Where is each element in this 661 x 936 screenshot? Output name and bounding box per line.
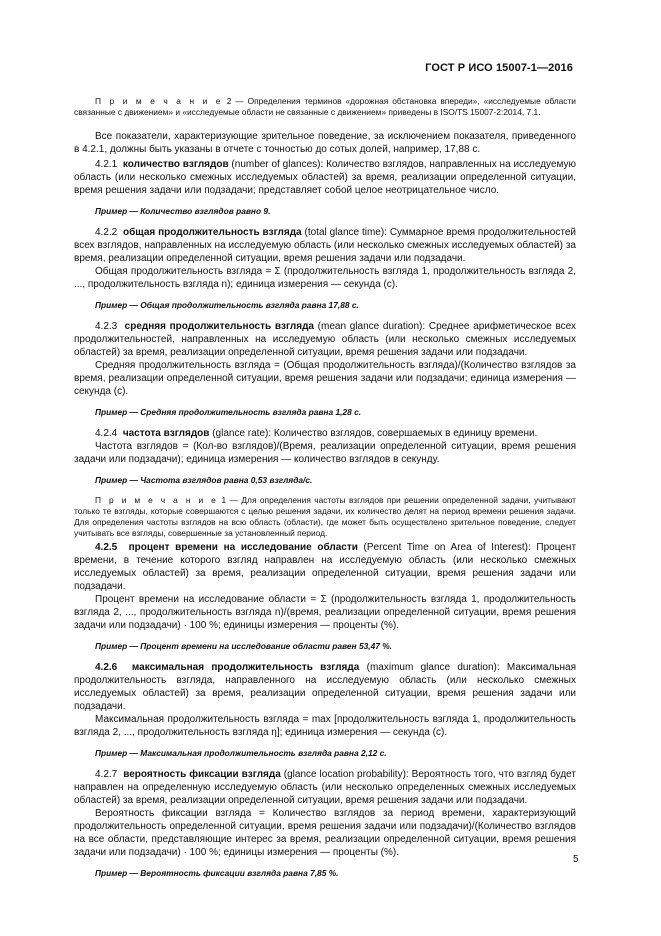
- example-4-2-1: Пример — Количество взглядов равно 9.: [95, 206, 271, 216]
- term-english: (mean glance duration):: [313, 321, 426, 332]
- note-text: 2 — Определения терминов «дорожная обстановка впереди», «исследуемые области связанные с движением» и «исследуемые области не связанные с движением» приведены в ISO/TS 15007-2:2014, 7.1.: [74, 96, 576, 117]
- term: процент времени на исследование области: [128, 542, 358, 553]
- term: общая продолжительность взгляда: [123, 227, 302, 238]
- section-number: 4.2.3: [95, 321, 118, 332]
- example-4-2-3: Пример — Средняя продолжительность взгляда равна 1,28 с.: [95, 407, 362, 417]
- term-english: (maximum glance duration):: [359, 662, 500, 673]
- example-4-2-6: Пример — Максимальная продолжительность взгляда равна 2,12 с.: [95, 748, 387, 758]
- definition: Процент времени, в течение которого взгляд направлен на исследуемую область (или несколько смежных исследуемых областей) за время, реализации определенной ситуации, время решения задачи или подзадачи.: [74, 542, 577, 592]
- formula-4-2-6: Максимальная продолжительность взгляда = max [продолжительность взгляда 1, продолжительность взгляда 2, ..., продолжительность взгляда η]; единица измерения — секунда (с).: [74, 714, 576, 738]
- section-4-2-6: [74, 661, 576, 713]
- definition: Среднее арифметическое всех продолжительностей, направленных на исследуемую область (или несколько смежных исследуемых областей) за время, реализации определенной ситуации, время решения задачи или подзадачи.: [74, 321, 576, 358]
- term-english: (glance location probability):: [280, 769, 409, 780]
- section-4-2-2: [74, 226, 576, 265]
- example-4-2-2: Пример — Общая продолжительность взгляда равна 17,88 с.: [95, 300, 359, 310]
- term: максимальная продолжительность взгляда: [131, 662, 360, 673]
- section-4-2-3: [74, 320, 576, 359]
- term: количество взглядов: [122, 159, 229, 170]
- note-1: [74, 495, 576, 539]
- section-number: 4.2.7: [95, 769, 118, 780]
- intro-paragraph: Все показатели, характеризующие зрительное поведение, за исключением показателя, приведенного в 4.2.1, должны быть указаны в отчете с точностью до сотых долей, например, 17,88 с.: [74, 131, 576, 155]
- example-4-2-4: Пример — Частота взглядов равна 0,53 взгляда/с.: [95, 475, 313, 485]
- definition: Количество взглядов, направленных на исследуемую область (или несколько смежных исследуемых областей) за время, реализации определенной ситуации, время решения задачи или подзадачи; представляет собой целое неотрицательное число.: [74, 159, 576, 196]
- section-4-2-5: [74, 541, 576, 593]
- note-label: П р и м е ч а н и е: [95, 495, 219, 505]
- section-number: 4.2.6: [95, 662, 118, 673]
- definition: Вероятность того, что взгляд будет направлен на определенную исследуемую область (или несколько определенных смежных исследуемых областей) за время, реализации определенной ситуации, время решения задачи или подзадачи.: [74, 769, 576, 806]
- term-english: (glance rate):: [209, 428, 272, 439]
- definition: Суммарное время продолжительностей всех взглядов, направленных на исследуемую область (или несколько смежных исследуемых областей) за время, реализации определенной ситуации, время решения задачи или подзадачи.: [74, 227, 576, 264]
- section-4-2-1: [74, 158, 576, 197]
- section-4-2-7: [74, 768, 576, 807]
- formula-4-2-2: Общая продолжительность взгляда = Σ (продолжительность взгляда 1, продолжительность взгляда 2, ..., продолжительность взгляда n); единица измерения — секунда (с).: [74, 266, 576, 290]
- term: средняя продолжительность взгляда: [124, 321, 314, 332]
- document-header: ГОСТ Р ИСО 15007-1—2016: [425, 62, 573, 74]
- example-4-2-5: Пример — Процент времени на исследование области равен 53,47 %.: [95, 641, 392, 651]
- formula-4-2-4: Частота взглядов = (Кол-во взглядов)/(Время, реализации определенной ситуации, время решения задачи или подзадачи); единица измерения — количество взглядов в секунду.: [74, 441, 576, 465]
- term: частота взглядов: [122, 428, 210, 439]
- note-2: [74, 96, 576, 118]
- page-number: 5: [573, 854, 579, 865]
- example-4-2-7: Пример — Вероятность фиксации взгляда равна 7,85 %.: [95, 868, 339, 878]
- note-label: П р и м е ч а н и е: [95, 96, 223, 106]
- term-english: (total glance time):: [301, 227, 387, 238]
- definition: Максимальная продолжительность взгляда, направленного на исследуемую область (или несколько смежных исследуемых областей) за время, реализации определенной ситуации, время решения задачи или подзадачи.: [74, 662, 576, 712]
- section-4-2-4: [74, 427, 576, 440]
- definition: Количество взглядов, совершаемых в единицу времени.: [271, 428, 538, 439]
- section-number: 4.2.2: [95, 227, 118, 238]
- document-body: [74, 96, 576, 879]
- term-english: (Percent Time on Area of Interest):: [357, 542, 531, 553]
- section-number: 4.2.5: [95, 542, 118, 553]
- term: вероятность фиксации взгляда: [123, 769, 281, 780]
- note-text: 1 — Для определения частоты взглядов при решении определенной задачи, учитывают только те взгляды, которые совершаются с целью решения задачи, их количество делят на период времени решения задачи. Для определения частоты взглядов на всю область (области), где может быть осуществлено зрительное поведение, следует учитывать все взгляды, совершенные за установленный период.: [74, 495, 576, 538]
- term-english: (number of glances):: [228, 159, 324, 170]
- formula-4-2-5: Процент времени на исследование области = Σ (продолжительность взгляда 1, продолжительность взгляда 2, ..., продолжительность взгляда n)/(время, реализации определенной ситуации, время решения задачи или подзадачи) · 100 %; единицы измерения — проценты (%).: [74, 594, 576, 631]
- formula-4-2-7: Вероятность фиксации взгляда = Количество взглядов за период времени, характеризующий продолжительность определенной ситуации, время решения задачи или подзадачи)/(Количество взглядов на все области, представляющие интерес за время, реализации определенной ситуации, время решения задачи или подзадачи) · 100 %; единицы измерения — проценты (%).: [74, 808, 576, 858]
- section-number: 4.2.1: [95, 159, 118, 170]
- section-number: 4.2.4: [95, 428, 118, 439]
- formula-4-2-3: Средняя продолжительность взгляда = (Общая продолжительность взгляда)/(Количество взглядов за время, реализации определенной ситуации, время решения задачи или подзадачи; единица измерения — секунда (с).: [74, 360, 576, 397]
